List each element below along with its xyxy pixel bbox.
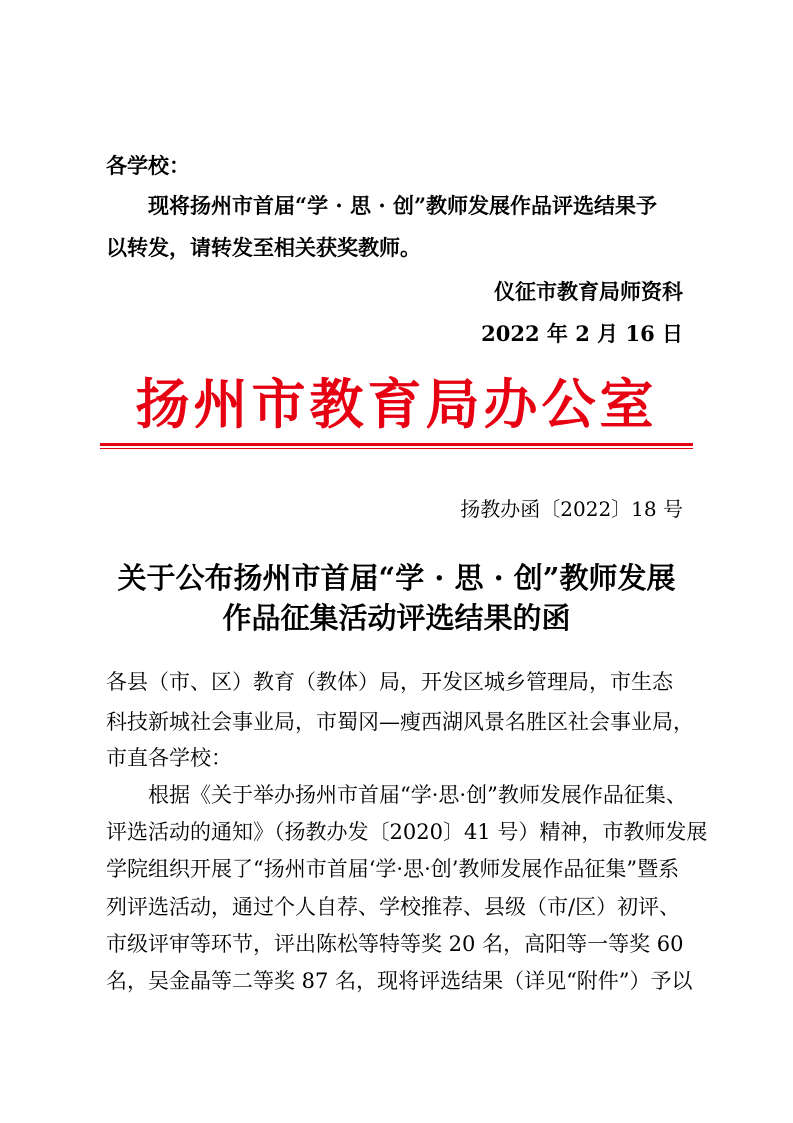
headline-line-1: 关于公布扬州市首届“学 · 思 · 创”教师发展 [117, 561, 676, 595]
forward-salutation: 各学校： [106, 153, 190, 178]
forward-text-line-2: 以转发，请转发至相关获奖教师。 [106, 235, 421, 260]
addressee-line-2: 科技新城社会事业局，市蜀冈—瘦西湖风景名胜区社会事业局， [106, 710, 694, 734]
document-number: 扬教办函〔2022〕18 号 [460, 497, 683, 521]
paragraph-line-5: 市级评审等环节，评出陈松等特等奖 20 名，高阳等一等奖 60 [106, 932, 684, 956]
paragraph-line-1: 根据《关于举办扬州市首届“学·思·创”教师发展作品征集、 [148, 783, 687, 807]
forward-sender: 仪征市教育局师资科 [494, 279, 683, 304]
letterhead-rule-thin [100, 448, 693, 449]
forward-date: 2022 年 2 月 16 日 [481, 321, 683, 346]
forward-text-line-1: 现将扬州市首届“学 · 思 · 创”教师发展作品评选结果予 [148, 193, 658, 218]
addressee-line-3: 市直各学校： [106, 746, 232, 770]
letterhead-rule-thick [100, 443, 693, 446]
letterhead-title: 扬州市教育局办公室 [135, 372, 658, 436]
paragraph-line-2: 评选活动的通知》（扬教办发〔2020〕41 号）精神，市教师发展 [106, 820, 708, 844]
paragraph-line-3: 学院组织开展了“扬州市首届‘学·思·创’教师发展作品征集”暨系 [106, 857, 680, 881]
addressee-line-1: 各县（市、区）教育（教体）局，开发区城乡管理局，市生态 [106, 670, 673, 694]
headline-line-2: 作品征集活动评选结果的函 [222, 601, 571, 635]
paragraph-line-4: 列评选活动，通过个人自荐、学校推荐、县级（市/区）初评、 [106, 895, 681, 919]
paragraph-line-6: 名，吴金晶等二等奖 87 名，现将评选结果（详见“附件”）予以 [106, 969, 693, 993]
